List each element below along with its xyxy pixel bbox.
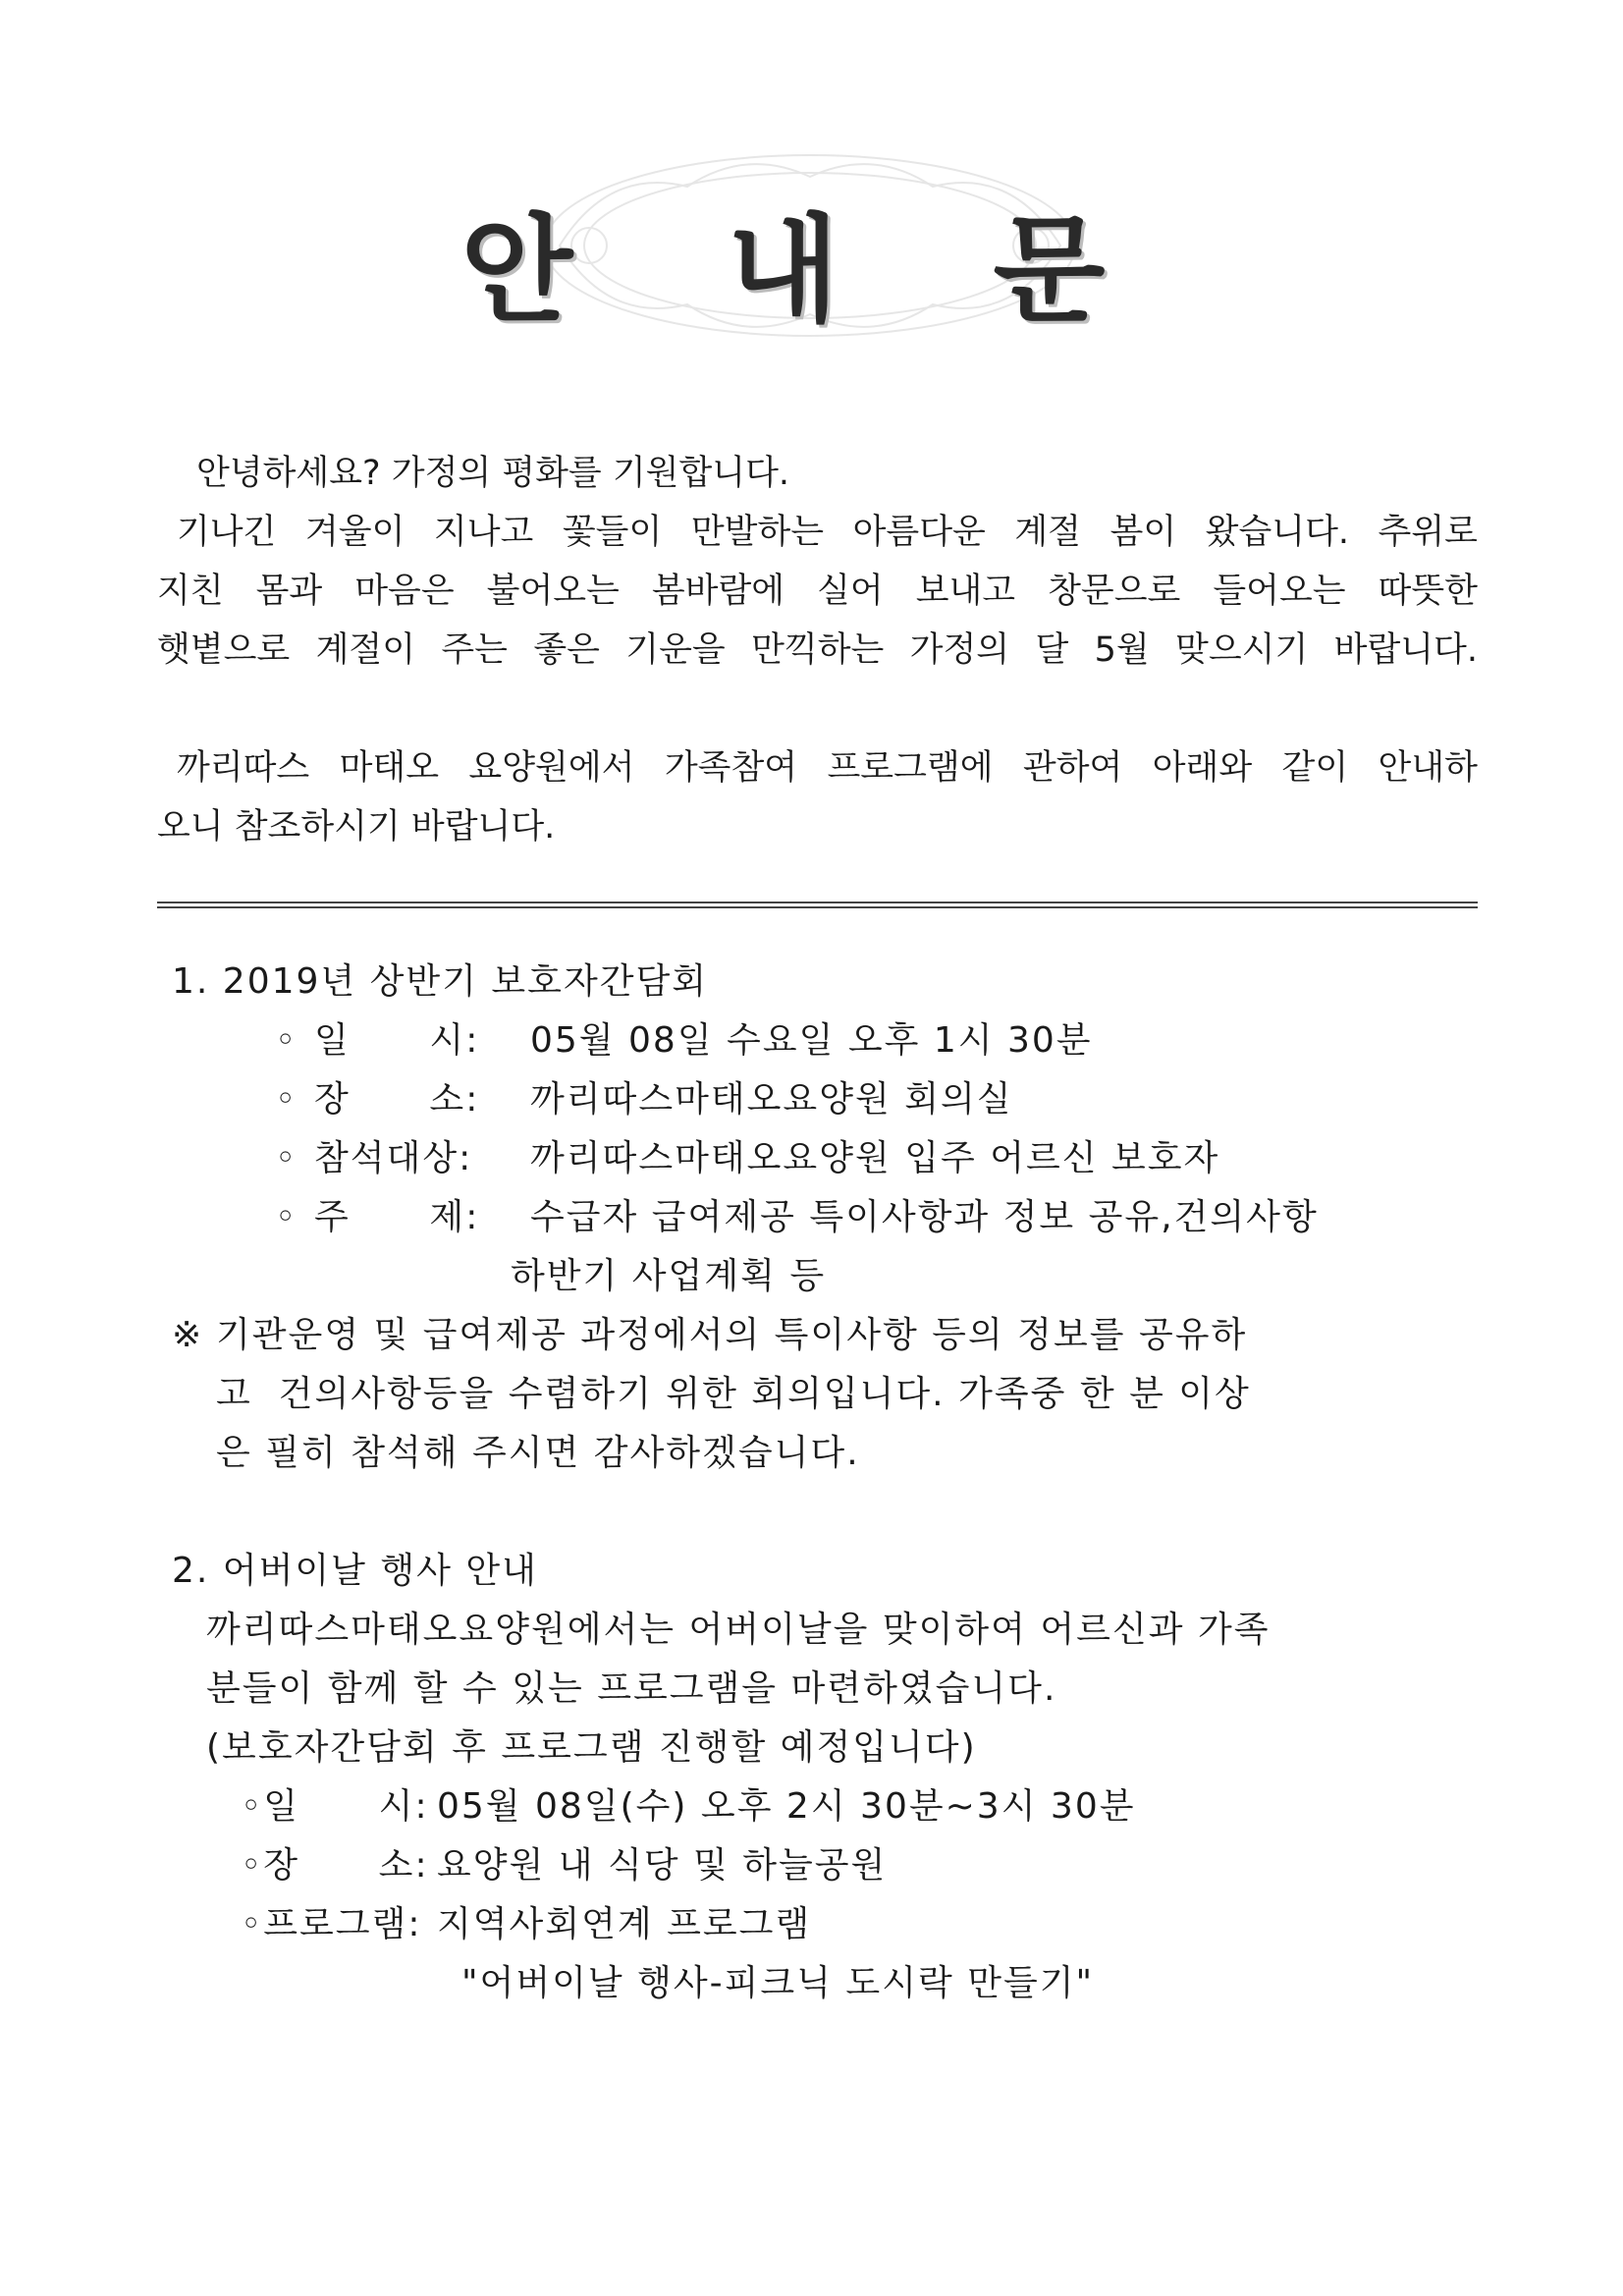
item-value: 05월 08일(수) 오후 2시 30분~3시 30분	[437, 1786, 1136, 1827]
intro-paragraph-line: 지친 몸과 마음은 불어오는 봄바람에 실어 보내고 창문으로 들어오는 따뜻한	[157, 572, 1478, 611]
section2-heading: 2. 어버이날 행사 안내	[172, 1551, 538, 1591]
page-title: 안 내 문	[460, 201, 1163, 338]
program-continuation: "어버이날 행사-피크닉 도시락 만들기"	[461, 1963, 1095, 2003]
attendance-note	[172, 1306, 1478, 1483]
bullet-icon: ◦	[275, 1138, 298, 1178]
divider	[157, 906, 1478, 908]
section2-item-datetime	[172, 1777, 1478, 1836]
item-label: ◦일 시:	[241, 1786, 429, 1827]
item-label: 참석대상:	[314, 1138, 473, 1178]
bullet-icon: ◦	[275, 1020, 298, 1061]
note-line: 기관운영 및 급여제공 과정에서의 특이사항 등의 정보를 공유하	[216, 1315, 1248, 1355]
item-label: 일 시:	[314, 1020, 480, 1061]
item-value: 수급자 급여제공 특이사항과 정보 공유,건의사항	[530, 1197, 1319, 1237]
notice-body	[172, 953, 1478, 2013]
section1-heading: 1. 2019년 상반기 보호자간담회	[172, 961, 709, 1002]
section2-item-place	[172, 1836, 1478, 1895]
item-label: 장 소:	[314, 1079, 480, 1120]
intro-paragraph-line: 기나긴 겨울이 지나고 꽃들이 만발하는 아름다운 계절 봄이 왔습니다. 추위로	[177, 513, 1478, 552]
bullet-icon: ◦	[275, 1197, 298, 1237]
section1-item-place	[172, 1070, 1478, 1129]
intro-text	[157, 444, 1478, 856]
item-value: 요양원 내 식당 및 하늘공원	[437, 1845, 888, 1886]
intro-paragraph-line: 까리따스 마태오 요양원에서 가족참여 프로그램에 관하여 아래와 같이 안내하	[177, 748, 1478, 788]
item-value: 까리따스마태오요양원 회의실	[530, 1079, 1013, 1120]
note-line: 은 필히 참석해 주시면 감사하겠습니다.	[216, 1433, 860, 1473]
item-value: 05월 08일 수요일 오후 1시 30분	[530, 1020, 1093, 1061]
note-line: 고 건의사항등을 수렴하기 위한 회의입니다. 가족중 한 분 이상	[216, 1374, 1251, 1414]
item-value: 지역사회연계 프로그램	[437, 1904, 812, 1944]
title-area	[0, 147, 1623, 344]
section1-item-attendees	[172, 1129, 1478, 1188]
item-label: ◦장 소:	[241, 1845, 429, 1886]
section2-desc-line: 분들이 함께 할 수 있는 프로그램을 마련하였습니다.	[206, 1668, 1057, 1709]
section2-item-program	[172, 1895, 1478, 1954]
divider	[157, 902, 1478, 903]
intro-paragraph-line: 오니 참조하시기 바랍니다.	[157, 807, 556, 847]
section2-desc-line: 까리따스마태오요양원에서는 어버이날을 맞이하여 어르신과 가족	[206, 1610, 1271, 1650]
item-label: 주 제:	[314, 1197, 480, 1237]
item-label: ◦프로그램:	[241, 1904, 422, 1944]
note-mark-icon: ※	[172, 1315, 204, 1355]
item-value: 까리따스마태오요양원 입주 어르신 보호자	[530, 1138, 1220, 1178]
greeting-line: 안녕하세요? 가정의 평화를 기원합니다.	[196, 454, 790, 493]
section1-item-topic	[172, 1188, 1478, 1247]
section1-item-datetime	[172, 1011, 1478, 1070]
intro-paragraph-line: 햇볕으로 계절이 주는 좋은 기운을 만끽하는 가정의 달 5월 맞으시기 바랍니다.	[157, 630, 1478, 670]
section2-desc-line: (보호자간담회 후 프로그램 진행할 예정입니다)	[206, 1727, 977, 1768]
topic-continuation: 하반기 사업계획 등	[511, 1256, 827, 1296]
bullet-icon: ◦	[275, 1079, 298, 1120]
